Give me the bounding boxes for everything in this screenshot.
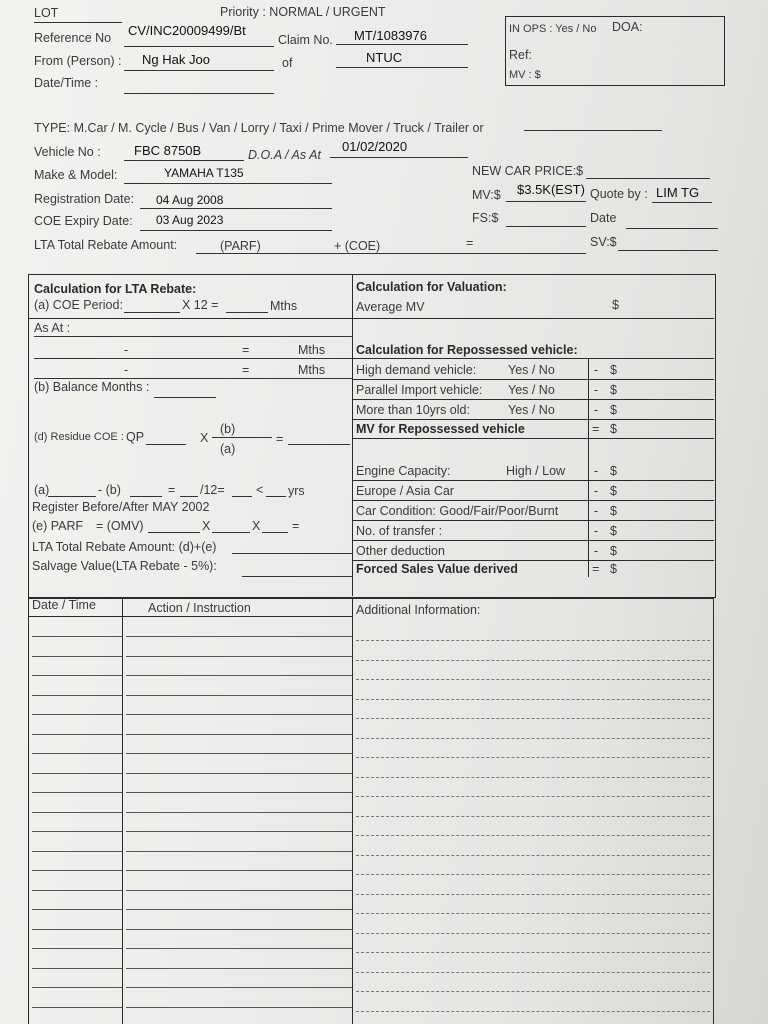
log-line-additional bbox=[356, 855, 710, 856]
log-col-divider-1 bbox=[122, 598, 123, 1024]
mv-box-label: MV : $ bbox=[509, 69, 541, 81]
as-at-line bbox=[34, 336, 352, 337]
repo-row-option: Yes / No bbox=[508, 403, 555, 417]
formula-result-line bbox=[180, 496, 198, 497]
repo-title-rule bbox=[352, 358, 714, 359]
vehicle-no-line bbox=[124, 160, 244, 161]
claim-value: MT/1083976 bbox=[354, 28, 427, 43]
claim-line bbox=[336, 44, 468, 45]
log-right-border bbox=[713, 598, 714, 1024]
deduction-row-dollar: $ bbox=[610, 484, 617, 498]
make-label: Make & Model: bbox=[34, 168, 118, 182]
salvage-line bbox=[242, 576, 352, 577]
log-line-additional bbox=[356, 757, 710, 758]
reference-label: Reference No bbox=[34, 31, 112, 45]
log-line-action bbox=[126, 1007, 352, 1008]
of-value: NTUC bbox=[366, 50, 403, 65]
mv-repo-rule bbox=[352, 438, 714, 439]
deduction-row-rule bbox=[352, 520, 714, 521]
type-line bbox=[524, 130, 662, 131]
registration-label: Registration Date: bbox=[34, 192, 135, 206]
fs-line bbox=[506, 226, 586, 227]
mths-label-1: Mths bbox=[270, 299, 298, 313]
log-line-action bbox=[126, 909, 352, 910]
omv-times-line-2 bbox=[262, 532, 288, 533]
repo-row-op: - bbox=[594, 403, 599, 417]
claim-label: Claim No. bbox=[278, 33, 333, 47]
log-line-action bbox=[126, 675, 352, 676]
formula-div: /12= bbox=[200, 483, 225, 497]
omv-times-1: X bbox=[202, 519, 211, 533]
log-action-header: Action / Instruction bbox=[148, 601, 251, 615]
register-before-after: Register Before/After MAY 2002 bbox=[32, 500, 210, 514]
formula-div-line bbox=[232, 496, 252, 497]
deduction-row-label: No. of transfer : bbox=[356, 524, 443, 538]
mv-label: MV:$ bbox=[472, 188, 501, 202]
log-line-additional bbox=[356, 972, 710, 973]
salvage-label: Salvage Value(LTA Rebate - 5%): bbox=[32, 559, 217, 573]
repo-row-rule bbox=[352, 379, 714, 380]
formula-b-line bbox=[130, 496, 162, 497]
average-mv-rule bbox=[352, 318, 714, 319]
log-line-date bbox=[32, 929, 122, 930]
deduction-row-label: Europe / Asia Car bbox=[356, 484, 454, 498]
reference-line bbox=[124, 46, 274, 47]
deduction-row-option: High / Low bbox=[506, 464, 566, 478]
omv-eq: = bbox=[292, 519, 300, 533]
log-line-action bbox=[126, 870, 352, 871]
log-line-additional bbox=[356, 679, 710, 680]
log-line-action bbox=[126, 734, 352, 735]
log-line-action bbox=[126, 753, 352, 754]
log-line-action bbox=[126, 890, 352, 891]
lot-line bbox=[34, 22, 122, 23]
coe-period-label: (a) COE Period: bbox=[34, 298, 123, 312]
fraction-bar bbox=[212, 437, 272, 438]
type-label: TYPE: M.Car / M. Cycle / Bus / Van / Lorry / Taxi / Prime Mover / Truck / Trailer or bbox=[34, 121, 484, 135]
vehicle-no-value: FBC 8750B bbox=[134, 143, 202, 158]
sv-line bbox=[618, 250, 718, 251]
log-line-additional bbox=[356, 699, 710, 700]
doa-as-at-value: 01/02/2020 bbox=[342, 139, 408, 154]
deduction-row-label: Car Condition: Good/Fair/Poor/Burnt bbox=[356, 504, 559, 518]
total-rebate-line bbox=[232, 553, 352, 554]
doa-label: DOA: bbox=[612, 20, 643, 34]
log-line-date bbox=[32, 968, 122, 969]
log-line-date bbox=[32, 656, 122, 657]
ops-label: IN OPS : Yes / No bbox=[509, 23, 597, 35]
coe-period-line bbox=[124, 312, 180, 313]
log-line-action bbox=[126, 968, 352, 969]
log-line-date bbox=[32, 792, 122, 793]
op-column-divider bbox=[588, 359, 589, 577]
omv-line bbox=[148, 532, 200, 533]
repo-row-label: Parallel Import vehicle: bbox=[356, 383, 483, 397]
log-line-additional bbox=[356, 913, 710, 914]
times-label: X bbox=[200, 431, 209, 445]
datetime-label: Date/Time : bbox=[34, 76, 99, 90]
repo-row-label: High demand vehicle: bbox=[356, 363, 477, 377]
log-line-date bbox=[32, 675, 122, 676]
repo-row-op: - bbox=[594, 363, 599, 377]
log-line-additional bbox=[356, 640, 710, 641]
rebate-equals: = bbox=[466, 236, 474, 250]
log-line-date bbox=[32, 714, 122, 715]
plus-coe-label: + (COE) bbox=[334, 239, 381, 253]
balance-months-line bbox=[154, 397, 216, 398]
deduction-row-op: - bbox=[594, 544, 599, 558]
repo-row-dollar: $ bbox=[610, 403, 617, 417]
log-line-additional bbox=[356, 777, 710, 778]
log-line-action bbox=[126, 792, 352, 793]
as-at-row-2-line bbox=[34, 378, 352, 379]
log-line-action bbox=[126, 948, 352, 949]
as-at-eq-1: = bbox=[242, 343, 250, 357]
log-line-additional bbox=[356, 816, 710, 817]
of-line bbox=[336, 67, 468, 68]
repo-row-dollar: $ bbox=[610, 383, 617, 397]
registration-value: 04 Aug 2008 bbox=[156, 193, 224, 207]
log-line-additional bbox=[356, 660, 710, 661]
log-line-action bbox=[126, 773, 352, 774]
log-line-additional bbox=[356, 835, 710, 836]
log-line-additional bbox=[356, 894, 710, 895]
coe-expiry-line bbox=[140, 230, 332, 231]
repo-row-option: Yes / No bbox=[508, 363, 555, 377]
new-car-price-label: NEW CAR PRICE:$ bbox=[472, 164, 584, 178]
parf-label: (PARF) bbox=[220, 239, 261, 253]
rebate-label: LTA Total Rebate Amount: bbox=[34, 238, 178, 252]
log-date-time-header: Date / Time bbox=[32, 598, 96, 612]
deduction-row-label: Other deduction bbox=[356, 544, 445, 558]
log-line-additional bbox=[356, 738, 710, 739]
quote-line bbox=[652, 202, 712, 203]
log-line-date bbox=[32, 948, 122, 949]
quote-label: Quote by : bbox=[590, 187, 648, 201]
date-label: Date bbox=[590, 211, 617, 225]
as-at-dash-1: - bbox=[124, 343, 129, 357]
fs-label: FS:$ bbox=[472, 211, 499, 225]
log-line-date bbox=[32, 987, 122, 988]
repo-row-label: More than 10yrs old: bbox=[356, 403, 470, 417]
log-col-divider-2 bbox=[352, 598, 353, 1024]
ref-label: Ref: bbox=[509, 48, 532, 62]
from-value: Ng Hak Joo bbox=[142, 52, 210, 67]
deduction-row-op: - bbox=[594, 484, 599, 498]
deduction-row-op: - bbox=[594, 464, 599, 478]
from-label: From (Person) : bbox=[34, 54, 122, 68]
vehicle-no-label: Vehicle No : bbox=[34, 145, 101, 159]
repo-row-option: Yes / No bbox=[508, 383, 555, 397]
as-at-label: As At : bbox=[34, 321, 71, 335]
registration-line bbox=[140, 208, 332, 209]
formula-b: - (b) bbox=[98, 483, 121, 497]
yrs-label: yrs bbox=[288, 484, 305, 498]
log-line-action bbox=[126, 851, 352, 852]
mv-repo-op: = bbox=[592, 422, 600, 436]
formula-a: (a) bbox=[34, 483, 50, 497]
residue-line bbox=[288, 444, 350, 445]
average-mv-dollar: $ bbox=[612, 298, 619, 312]
log-line-action bbox=[126, 656, 352, 657]
parf-row-label: (e) PARF bbox=[32, 519, 84, 533]
log-line-action bbox=[126, 812, 352, 813]
mv-value: $3.5K(EST) bbox=[517, 182, 585, 197]
repo-row-rule bbox=[352, 419, 714, 420]
formula-lt: < bbox=[256, 483, 264, 497]
log-line-date bbox=[32, 753, 122, 754]
as-at-eq-2: = bbox=[242, 363, 250, 377]
valuation-title: Calculation for Valuation: bbox=[356, 280, 507, 294]
formula-eq: = bbox=[168, 483, 176, 497]
sv-label: SV:$ bbox=[590, 235, 617, 249]
log-line-date bbox=[32, 812, 122, 813]
coe-expiry-label: COE Expiry Date: bbox=[34, 214, 133, 228]
coe-period-rule bbox=[28, 318, 352, 319]
repo-row-rule bbox=[352, 399, 714, 400]
log-line-date bbox=[32, 851, 122, 852]
lot-label: LOT bbox=[34, 6, 59, 20]
log-line-additional bbox=[356, 874, 710, 875]
deduction-row-rule bbox=[352, 480, 714, 481]
log-line-date bbox=[32, 870, 122, 871]
fsv-label: Forced Sales Value derived bbox=[356, 562, 518, 576]
repo-title: Calculation for Repossessed vehicle: bbox=[356, 343, 578, 357]
mv-repo-dollar: $ bbox=[610, 422, 617, 436]
formula-lt-line bbox=[266, 496, 286, 497]
fraction-top: (b) bbox=[220, 422, 236, 436]
deduction-row-op: - bbox=[594, 504, 599, 518]
log-line-additional bbox=[356, 718, 710, 719]
log-line-additional bbox=[356, 933, 710, 934]
residue-coe-label: (d) Residue COE : bbox=[34, 431, 124, 443]
log-line-date bbox=[32, 695, 122, 696]
repo-row-dollar: $ bbox=[610, 363, 617, 377]
calculation-divider bbox=[352, 275, 353, 596]
deduction-row-rule bbox=[352, 560, 714, 561]
deduction-row-dollar: $ bbox=[610, 464, 617, 478]
log-line-action bbox=[126, 987, 352, 988]
log-line-action bbox=[126, 929, 352, 930]
priority-label: Priority : NORMAL / URGENT bbox=[220, 5, 386, 19]
make-value: YAMAHA T135 bbox=[164, 166, 244, 180]
doa-as-at-label: D.O.A / As At bbox=[248, 148, 321, 162]
deduction-row-label: Engine Capacity: bbox=[356, 464, 451, 478]
lta-calc-title: Calculation for LTA Rebate: bbox=[34, 282, 197, 296]
deduction-row-dollar: $ bbox=[610, 504, 617, 518]
log-line-date bbox=[32, 734, 122, 735]
average-mv-label: Average MV bbox=[356, 300, 425, 314]
mths-line bbox=[226, 312, 268, 313]
log-line-action bbox=[126, 831, 352, 832]
x12-label: X 12 = bbox=[182, 298, 219, 312]
deduction-row-rule bbox=[352, 500, 714, 501]
mv-line bbox=[506, 201, 586, 202]
fraction-bottom: (a) bbox=[220, 442, 236, 456]
log-line-additional bbox=[356, 796, 710, 797]
reference-value: CV/INC20009499/Bt bbox=[128, 23, 246, 38]
deduction-row-dollar: $ bbox=[610, 524, 617, 538]
datetime-line bbox=[124, 93, 274, 94]
as-at-dash-2: - bbox=[124, 363, 129, 377]
log-line-action bbox=[126, 695, 352, 696]
deduction-row-dollar: $ bbox=[610, 544, 617, 558]
log-line-action bbox=[126, 714, 352, 715]
omv-times-line-1 bbox=[212, 532, 250, 533]
log-additional-header: Additional Information: bbox=[356, 603, 481, 617]
log-line-action bbox=[126, 636, 352, 637]
log-top-rule bbox=[28, 598, 714, 599]
quote-value: LIM TG bbox=[656, 185, 700, 200]
total-rebate-label: LTA Total Rebate Amount: (d)+(e) bbox=[32, 540, 217, 554]
log-line-additional bbox=[356, 991, 710, 992]
formula-a-line bbox=[48, 496, 96, 497]
qp-line bbox=[146, 444, 186, 445]
log-line-date bbox=[32, 831, 122, 832]
log-line-additional bbox=[356, 1011, 710, 1012]
deduction-row-rule bbox=[352, 540, 714, 541]
log-line-date bbox=[32, 909, 122, 910]
date-line bbox=[626, 228, 718, 229]
from-line bbox=[124, 70, 274, 71]
log-line-date bbox=[32, 636, 122, 637]
mths-label-2: Mths bbox=[298, 343, 326, 357]
log-line-date bbox=[32, 890, 122, 891]
omv-label: = (OMV) bbox=[96, 519, 144, 533]
balance-months-label: (b) Balance Months : bbox=[34, 380, 150, 394]
residue-eq: = bbox=[276, 432, 284, 446]
rebate-line bbox=[196, 253, 586, 254]
doa-as-at-line bbox=[330, 157, 468, 158]
log-line-date bbox=[32, 773, 122, 774]
log-line-additional bbox=[356, 952, 710, 953]
new-car-price-line bbox=[586, 178, 710, 179]
fsv-dollar: $ bbox=[610, 562, 617, 576]
mv-repo-label: MV for Repossessed vehicle bbox=[356, 422, 525, 436]
repo-row-op: - bbox=[594, 383, 599, 397]
as-at-row-1-line bbox=[34, 358, 352, 359]
coe-expiry-value: 03 Aug 2023 bbox=[156, 213, 224, 227]
qp-label: QP bbox=[126, 430, 145, 444]
of-label: of bbox=[282, 56, 293, 70]
omv-times-2: X bbox=[252, 519, 261, 533]
mths-label-3: Mths bbox=[298, 363, 326, 377]
fsv-op: = bbox=[592, 562, 600, 576]
deduction-row-op: - bbox=[594, 524, 599, 538]
log-header-rule bbox=[28, 616, 353, 617]
log-line-date bbox=[32, 1007, 122, 1008]
make-line bbox=[124, 183, 332, 184]
log-left-border bbox=[28, 598, 29, 1024]
